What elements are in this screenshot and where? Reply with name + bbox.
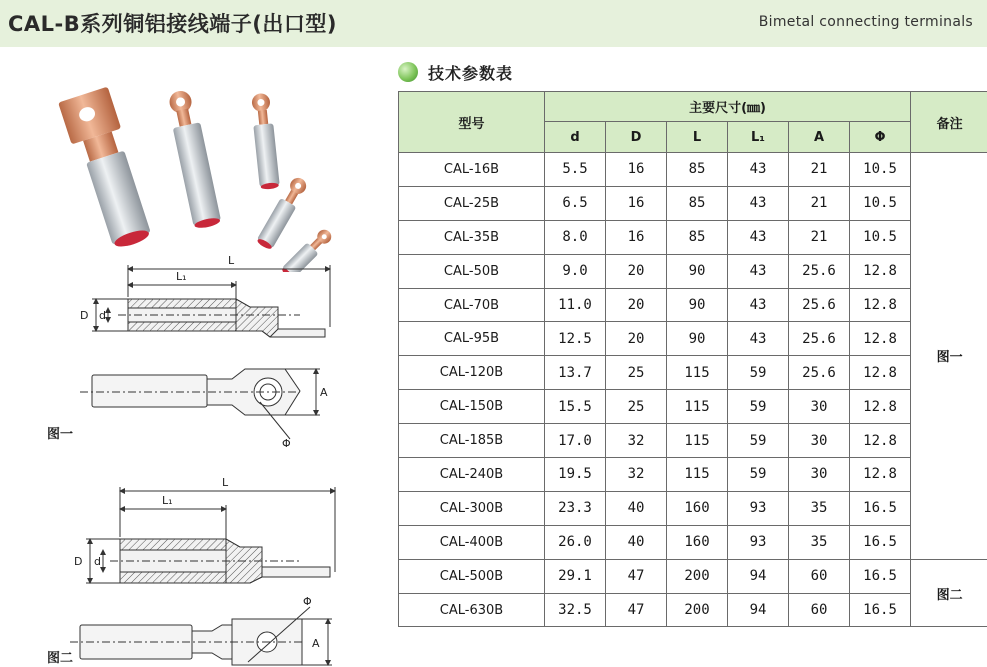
cell-l1: 59 (728, 390, 789, 424)
section-bullet-icon (398, 62, 418, 82)
cell-l1: 59 (728, 424, 789, 458)
table-row (399, 254, 987, 288)
cell-model: CAL-16B (399, 153, 545, 187)
terminal-photo-medium (166, 88, 222, 230)
cell-model: CAL-300B (399, 491, 545, 525)
cell-a: 60 (789, 593, 850, 627)
cell-a: 25.6 (789, 254, 850, 288)
cell-l1: 93 (728, 491, 789, 525)
cell-phi: 12.8 (850, 288, 911, 322)
cell-d: 15.5 (545, 390, 606, 424)
cell-l: 90 (667, 322, 728, 356)
page-title: CAL-B系列铜铝接线端子(出口型) (8, 12, 337, 36)
fig2-dim-phi: Φ (303, 595, 312, 608)
cell-a: 21 (789, 186, 850, 220)
table-row (399, 186, 987, 220)
cell-l: 85 (667, 153, 728, 187)
table-row (399, 424, 987, 458)
cell-l1: 43 (728, 288, 789, 322)
fig2-label: 图二 (47, 651, 74, 666)
page-subtitle-en: Bimetal connecting terminals (758, 14, 973, 30)
cell-a: 30 (789, 458, 850, 492)
cell-phi: 12.8 (850, 322, 911, 356)
cell-phi: 10.5 (850, 220, 911, 254)
cell-l: 160 (667, 491, 728, 525)
left-panel (0, 47, 395, 667)
cell-d: 23.3 (545, 491, 606, 525)
section-title: 技术参数表 (428, 64, 514, 83)
cell-phi: 12.8 (850, 458, 911, 492)
cell-phi: 10.5 (850, 153, 911, 187)
cell-d: 11.0 (545, 288, 606, 322)
fig1-dim-phi: Φ (282, 437, 291, 450)
cell-d: 8.0 (545, 220, 606, 254)
cell-a: 25.6 (789, 356, 850, 390)
cell-d: 9.0 (545, 254, 606, 288)
fig1-dim-L: L (228, 254, 235, 267)
cell-d: 40 (606, 525, 667, 559)
fig2-section-view (86, 487, 335, 583)
cell-model: CAL-185B (399, 424, 545, 458)
fig1-label: 图一 (47, 427, 74, 442)
cell-d: 17.0 (545, 424, 606, 458)
fig2-dim-L1: L₁ (162, 494, 173, 507)
cell-a: 25.6 (789, 288, 850, 322)
fig1-section-view (92, 265, 330, 337)
col-header-L: L (667, 122, 728, 153)
cell-d: 6.5 (545, 186, 606, 220)
cell-model: CAL-70B (399, 288, 545, 322)
cell-phi: 12.8 (850, 356, 911, 390)
table-row (399, 390, 987, 424)
cell-l: 115 (667, 424, 728, 458)
col-header-dims-group: 主要尺寸(㎜) (545, 92, 911, 122)
table-row (399, 322, 987, 356)
fig2-dim-A: A (312, 637, 320, 650)
cell-l1: 93 (728, 525, 789, 559)
cell-a: 35 (789, 525, 850, 559)
cell-model: CAL-95B (399, 322, 545, 356)
cell-phi: 12.8 (850, 254, 911, 288)
cell-d: 32 (606, 424, 667, 458)
cell-phi: 16.5 (850, 491, 911, 525)
col-header-D: D (606, 122, 667, 153)
cell-d: 29.1 (545, 559, 606, 593)
cell-d: 47 (606, 559, 667, 593)
cell-d: 20 (606, 322, 667, 356)
cell-d: 26.0 (545, 525, 606, 559)
cell-d: 19.5 (545, 458, 606, 492)
fig1-dim-L1: L₁ (176, 270, 187, 283)
cell-d: 32.5 (545, 593, 606, 627)
cell-d: 20 (606, 254, 667, 288)
cell-model: CAL-25B (399, 186, 545, 220)
cell-phi: 12.8 (850, 390, 911, 424)
cell-l: 160 (667, 525, 728, 559)
table-row (399, 153, 987, 187)
cell-phi: 16.5 (850, 593, 911, 627)
cell-phi: 10.5 (850, 186, 911, 220)
cell-model: CAL-500B (399, 559, 545, 593)
cell-l1: 59 (728, 356, 789, 390)
technical-drawings (0, 247, 395, 667)
cell-d: 16 (606, 220, 667, 254)
cell-d: 47 (606, 593, 667, 627)
cell-phi: 16.5 (850, 559, 911, 593)
fig2-plan-view (70, 607, 332, 665)
spec-table (398, 91, 987, 627)
cell-l: 200 (667, 559, 728, 593)
fig1-dim-A: A (320, 386, 328, 399)
cell-a: 60 (789, 559, 850, 593)
note-fig2: 图二 (911, 559, 987, 627)
cell-d: 12.5 (545, 322, 606, 356)
cell-phi: 12.8 (850, 424, 911, 458)
cell-d: 13.7 (545, 356, 606, 390)
table-row (399, 491, 987, 525)
cell-a: 25.6 (789, 322, 850, 356)
table-row (399, 458, 987, 492)
cell-l: 200 (667, 593, 728, 627)
cell-l1: 43 (728, 220, 789, 254)
table-row (399, 288, 987, 322)
cell-l: 115 (667, 458, 728, 492)
table-row (399, 525, 987, 559)
cell-l: 90 (667, 254, 728, 288)
fig2-dim-L: L (222, 476, 229, 489)
cell-phi: 16.5 (850, 525, 911, 559)
cell-d: 16 (606, 186, 667, 220)
cell-l1: 43 (728, 322, 789, 356)
cell-l: 85 (667, 186, 728, 220)
cell-model: CAL-630B (399, 593, 545, 627)
cell-model: CAL-240B (399, 458, 545, 492)
cell-a: 30 (789, 390, 850, 424)
cell-d: 5.5 (545, 153, 606, 187)
note-fig1: 图一 (911, 153, 987, 560)
col-header-L1: L₁ (728, 122, 789, 153)
col-header-d: d (545, 122, 606, 153)
cell-l: 90 (667, 288, 728, 322)
cell-l1: 59 (728, 458, 789, 492)
fig2-dim-d: d (94, 555, 101, 568)
cell-l: 115 (667, 390, 728, 424)
cell-d: 25 (606, 356, 667, 390)
cell-d: 32 (606, 458, 667, 492)
cell-l1: 43 (728, 254, 789, 288)
product-photos (50, 82, 370, 272)
cell-a: 21 (789, 153, 850, 187)
col-header-note: 备注 (911, 92, 987, 153)
cell-l: 115 (667, 356, 728, 390)
fig1-dim-D: D (80, 309, 89, 322)
table-row (399, 593, 987, 627)
cell-l1: 43 (728, 186, 789, 220)
cell-d: 25 (606, 390, 667, 424)
cell-l1: 94 (728, 593, 789, 627)
fig1-plan-view (80, 369, 320, 439)
cell-model: CAL-35B (399, 220, 545, 254)
header-banner (0, 0, 987, 47)
table-row (399, 356, 987, 390)
terminal-photo-large (58, 87, 156, 253)
col-header-A: A (789, 122, 850, 153)
col-header-phi: Φ (850, 122, 911, 153)
cell-model: CAL-50B (399, 254, 545, 288)
cell-a: 21 (789, 220, 850, 254)
cell-l1: 94 (728, 559, 789, 593)
fig1-dim-d: d (99, 309, 106, 322)
cell-l1: 43 (728, 153, 789, 187)
fig2-dim-D: D (74, 555, 83, 568)
cell-a: 35 (789, 491, 850, 525)
cell-a: 30 (789, 424, 850, 458)
cell-d: 16 (606, 153, 667, 187)
col-header-model: 型号 (399, 92, 545, 153)
cell-model: CAL-150B (399, 390, 545, 424)
table-row (399, 559, 987, 593)
cell-model: CAL-400B (399, 525, 545, 559)
cell-d: 20 (606, 288, 667, 322)
table-row (399, 220, 987, 254)
cell-model: CAL-120B (399, 356, 545, 390)
cell-d: 40 (606, 491, 667, 525)
terminal-photo-small-1 (250, 92, 280, 190)
cell-l: 85 (667, 220, 728, 254)
